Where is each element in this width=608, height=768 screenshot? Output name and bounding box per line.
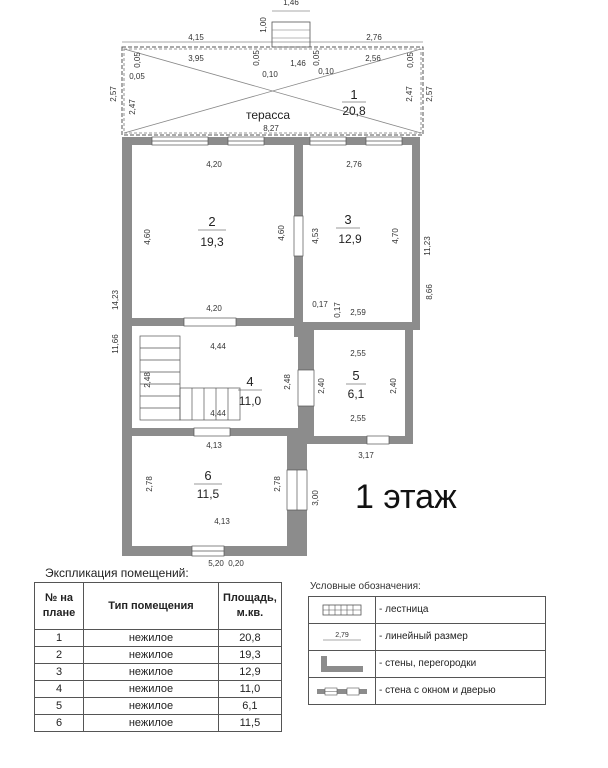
dimension-label: 2,78 (273, 476, 282, 492)
row-type: нежилое (84, 715, 219, 732)
row-number: 5 (35, 698, 84, 715)
row-area: 11,0 (219, 681, 282, 698)
row-number: 4 (35, 681, 84, 698)
dimension-label: 4,15 (188, 33, 204, 42)
dimension-label: 0,05 (312, 50, 321, 66)
legend-label: - лестница (379, 604, 429, 615)
dimension-sample: 2,79 (335, 632, 349, 639)
dimension-label: 4,20 (206, 304, 222, 313)
legend-label: - линейный размер (379, 631, 468, 642)
dimension-label: 0,05 (133, 52, 142, 68)
wall-room5-right (405, 330, 413, 444)
dimension-label: 2,55 (350, 414, 366, 423)
wall-room2-bottom (132, 318, 184, 326)
dimension-label: 8,27 (263, 124, 279, 133)
dimension-label: 0,10 (318, 67, 334, 76)
dimension-label: 0,05 (252, 50, 261, 66)
room-area: 11,5 (196, 487, 220, 501)
room-number: 4 (246, 374, 254, 389)
dimension-label: 2,47 (405, 86, 414, 102)
row-type: нежилое (84, 664, 219, 681)
dimension-label: 5,20 (208, 559, 224, 568)
dimension-label: 1,46 (290, 59, 306, 68)
room-number: 3 (344, 212, 352, 227)
legend-item-wall-window-door (309, 678, 545, 704)
legend-label: - стены, перегородки (379, 658, 477, 669)
dimension-icon (309, 624, 375, 650)
dimension-label: 1,00 (259, 17, 268, 33)
window (367, 436, 389, 444)
dimension-label: 4,60 (143, 229, 152, 245)
terrace-number: 1 (350, 87, 358, 102)
legend-label: - стена с окном и дверью (379, 685, 496, 696)
wall-left (122, 137, 132, 555)
row-number: 3 (35, 664, 84, 681)
dimension-label: 0,17 (333, 302, 342, 318)
dimension-label: 8,66 (425, 284, 434, 300)
dimension-label: 4,44 (210, 342, 226, 351)
wall-window-door-icon (309, 678, 375, 704)
room-area: 6,1 (347, 387, 365, 401)
dimension-label: 2,78 (145, 476, 154, 492)
dimension-label: 4,20 (206, 160, 222, 169)
dimension-label: 0,05 (406, 52, 415, 68)
legend-item-walls (309, 651, 545, 678)
dimension-label: 14,23 (111, 289, 120, 311)
dimension-label: 0,20 (228, 559, 244, 568)
dimension-label: 2,47 (128, 99, 137, 115)
dimension-label: 2,57 (109, 86, 118, 102)
stairs-icon (309, 597, 375, 623)
dimension-label: 2,48 (143, 372, 152, 388)
room-area: 12,9 (338, 232, 362, 246)
table-header-row (35, 583, 282, 630)
row-type: нежилое (84, 630, 219, 647)
wall-bottom (122, 546, 192, 556)
room-number: 6 (204, 468, 212, 483)
dimension-label: 2,76 (346, 160, 362, 169)
dimension-label: 0,17 (312, 300, 328, 309)
door (184, 318, 236, 326)
dimension-label: 2,56 (365, 54, 381, 63)
dimension-label: 4,70 (391, 228, 400, 244)
dimension-label: 2,57 (425, 86, 434, 102)
dimension-label: 4,60 (277, 225, 286, 241)
dimension-label: 1,46 (283, 0, 299, 7)
row-type: нежилое (84, 681, 219, 698)
wall-bottom (224, 546, 307, 556)
legend-box (308, 596, 546, 705)
terrace-area: 20,8 (342, 104, 366, 118)
row-area: 19,3 (219, 647, 282, 664)
door (298, 370, 314, 406)
dimension-label: 2,76 (366, 33, 382, 42)
explication-title: Экспликация помещений: (45, 566, 189, 580)
row-number: 2 (35, 647, 84, 664)
dimension-label: 3,95 (188, 54, 204, 63)
header-area: Площадь, м.кв. (219, 583, 282, 630)
legend-item-dimension (309, 624, 545, 651)
dimension-label: 2,55 (350, 349, 366, 358)
legend-title: Условные обозначения: (310, 581, 421, 592)
terrace-label: терасса (245, 108, 291, 122)
room-area: 11,0 (238, 394, 262, 408)
room-number: 5 (352, 368, 360, 383)
table-row (35, 630, 282, 647)
row-type: нежилое (84, 698, 219, 715)
header-number: № на плане (35, 583, 84, 630)
wall-icon (309, 651, 375, 677)
table-row (35, 698, 282, 715)
row-area: 6,1 (219, 698, 282, 715)
dimension-label: 4,53 (311, 228, 320, 244)
door (294, 216, 303, 256)
dimension-label: 11,66 (111, 334, 120, 354)
dimension-label: 4,13 (206, 441, 222, 450)
dimension-label: 3,00 (311, 490, 320, 506)
row-area: 20,8 (219, 630, 282, 647)
door (194, 428, 230, 436)
terrace-steps (272, 22, 310, 47)
floor-title: 1 этаж (355, 478, 457, 516)
wall-room5-bottom (298, 436, 413, 444)
row-type: нежилое (84, 647, 219, 664)
row-number: 1 (35, 630, 84, 647)
header-type: Тип помещения (84, 583, 219, 630)
dimension-label: 0,10 (262, 70, 278, 79)
dimension-label: 4,13 (214, 517, 230, 526)
table-row (35, 681, 282, 698)
dimension-label: 2,40 (317, 378, 326, 394)
wall-room3-bottom (303, 322, 420, 330)
row-area: 11,5 (219, 715, 282, 732)
dimension-label: 2,59 (350, 308, 366, 317)
table-row (35, 664, 282, 681)
dimension-label: 0,05 (129, 72, 145, 81)
explication-table (34, 582, 282, 732)
row-number: 6 (35, 715, 84, 732)
dimension-label: 11,23 (423, 236, 432, 256)
row-area: 12,9 (219, 664, 282, 681)
wall-room2-bottom (236, 318, 294, 326)
dimension-label: 2,48 (283, 374, 292, 390)
legend-item-stairs (309, 597, 545, 624)
dimension-label: 3,17 (358, 451, 374, 460)
room-area: 19,3 (200, 235, 224, 249)
dimension-label: 2,40 (389, 378, 398, 394)
wall-right (412, 137, 420, 330)
table-row (35, 715, 282, 732)
wall-room6-top (132, 428, 194, 436)
table-row (35, 647, 282, 664)
wall-room6-top (230, 428, 306, 436)
room-number: 2 (208, 214, 216, 229)
dimension-label: 4,44 (210, 409, 226, 418)
